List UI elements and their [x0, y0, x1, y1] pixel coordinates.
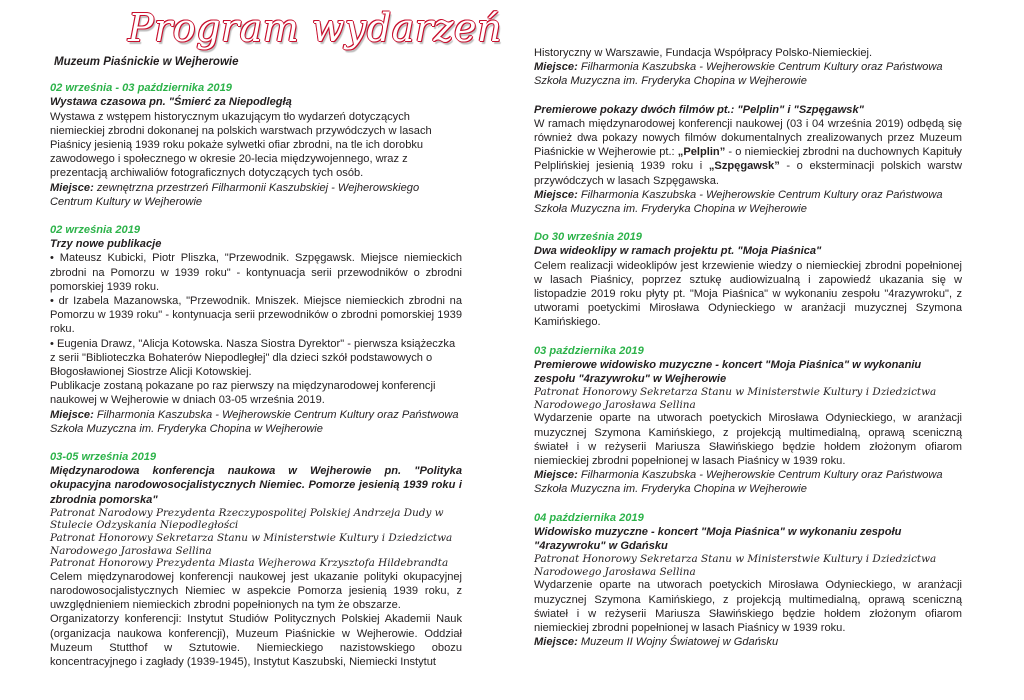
event-date: 02 września - 03 października 2019 — [50, 82, 232, 95]
location-label: Miejsce: — [534, 636, 578, 649]
event-exhibition — [50, 81, 462, 209]
event-videoclips — [534, 230, 962, 329]
event-conference-continued — [534, 46, 962, 89]
patronage-note: Patronat Narodowy Prezydenta Rzeczypospolitej Polskiej Andrzeja Dudy w Stulecie Odzyskania Niepodległości — [50, 506, 444, 532]
patronage-note: Patronat Honorowy Sekretarza Stanu w Ministerstwie Kultury i Dziedzictwa Narodowego Jarosława Sellina — [50, 532, 453, 557]
event-location — [50, 408, 462, 436]
event-title: Międzynarodowa konferencja naukowa w Wejherowie pn. "Polityka okupacyjna narodowosocjalistycznych Niemiec. Pomorze jesienią 1939 roku i zbrodnia pomorska" — [50, 465, 462, 506]
event-title: Widowisko muzyczne - koncert "Moja Piaśnica" w wykonaniu zespołu "4razywroku" w Gdańsku — [534, 525, 902, 553]
event-location — [534, 468, 962, 496]
event-location — [50, 181, 462, 209]
event-organizers: Organizatorzy konferencji: Instytut Studiów Politycznych Polskiej Akademii Nauk (organizacja naukowa konferencji), Muzeum Piaśnickie w Wejherowie. Oddział Muzeum Stutthof w Sztutowie. Niemieckiego nazistowskiego obozu koncentracyjnego i zagłady (1939-1945), Instytut Kaszubski, Niemiecki Instytut — [50, 613, 462, 669]
patronage-note: Patronat Honorowy Sekretarza Stanu w Ministerstwie Kultury i Dziedzictwa Narodowego Jarosława Sellina — [534, 553, 937, 578]
location-label: Miejsce: — [534, 188, 578, 201]
film-title: „Pelplin” — [677, 146, 726, 159]
location-text: Filharmonia Kaszubska - Wejherowskie Centrum Kultury oraz Państwowa Szkoła Muzyczna im. Fryderyka Chopina w Wejherowie — [534, 61, 943, 88]
event-body: Publikacje zostaną pokazane po raz pierwszy na międzynarodowej konferencji naukowej w Wejherowie w dniach 03-05 września 2019. — [50, 380, 436, 407]
event-date: 03 października 2019 — [534, 344, 644, 357]
event-date: 03-05 września 2019 — [50, 451, 157, 464]
event-location — [534, 60, 962, 88]
patronage-note: Patronat Honorowy Sekretarza Stanu w Ministerstwie Kultury i Dziedzictwa Narodowego Jarosława Sellina — [534, 386, 937, 411]
event-concert-wejherowo — [534, 344, 962, 497]
event-organizers-continued: Historyczny w Warszawie, Fundacja Współpracy Polsko-Niemieckiej. — [534, 47, 873, 59]
location-text: zewnętrzna przestrzeń Filharmonii Kaszubskiej - Wejherowskiego Centrum Kultury w Wejherowie — [50, 181, 420, 208]
event-title: Dwa wideoklipy w ramach projektu pt. "Moja Piaśnica" — [534, 245, 822, 258]
event-body: Wydarzenie oparte na utworach poetyckich Mirosława Odynieckiego, w aranżacji muzycznej Szymona Kamińskiego, z projekcją multimedialną, oprawą sceniczną świateł i w reżyserii Mariusza Sławińskiego będzie hołdem złożonym ofiarom niemieckiej zbrodni popełnionej w lasach Piaśnicy w 1939 roku. — [534, 579, 962, 635]
event-location — [534, 188, 962, 216]
event-date: Do 30 września 2019 — [534, 231, 642, 244]
right-column — [534, 46, 962, 649]
event-date: 02 września 2019 — [50, 224, 141, 237]
publication-item: • Eugenia Drawz, "Alicja Kotowska. Nasza Siostra Dyrektor" - pierwsza książeczka z serii "Biblioteczka Bohaterów Niepodległej" dla dzieci szkół podstawowych o Błogosławionej Siostrze Alicji Kotowskiej. — [50, 337, 456, 379]
body-text: - o eksterminacji polskich warstw przywódczych w lasach Szpęgawska. — [534, 160, 962, 187]
event-title: Wystawa czasowa pn. "Śmierć za Niepodległą — [50, 96, 292, 109]
film-title: „Szpęgawsk” — [708, 160, 780, 173]
event-body: Wystawa z wstępem historycznym ukazującym tło wydarzeń dotyczących niemieckiej zbrodni dokonanej na polskich warstwach przywódczych w lasach Piaśnicy jesienią 1939 roku pokaże sylwetki ofiar zbrodni, na tle ich dorobku zawodowego i społecznego w okresie 20-lecia międzywojennego, wraz z prezentacją archiwaliów fotograficznych dotyczących tych osób. — [50, 110, 432, 180]
location-label: Miejsce: — [50, 181, 94, 194]
event-title: Premierowe pokazy dwóch filmów pt.: "Pelplin" i "Szpęgawsk" — [534, 103, 864, 116]
publication-item: • Mateusz Kubicki, Piotr Pliszka, "Przewodnik. Szpęgawsk. Miejsce niemieckich zbrodni na Pomorzu w 1939 roku" - kontynuacja serii przewodników o zbrodni pomorskiej 1939 roku. — [50, 252, 462, 293]
event-body — [534, 117, 962, 188]
event-conference — [50, 450, 462, 669]
body-text: - o niemieckiej zbrodni na duchownych Kapituły Pelplińskiej jesienią 1939 roku i — [534, 146, 962, 173]
location-text: Filharmonia Kaszubska - Wejherowskie Centrum Kultury oraz Państwowa Szkoła Muzyczna im. Fryderyka Chopina w Wejherowie — [534, 469, 943, 496]
location-label: Miejsce: — [534, 61, 578, 74]
event-title: Trzy nowe publikacje — [50, 238, 162, 251]
publication-item: • dr Izabela Mazanowska, "Przewodnik. Mniszek. Miejsce niemieckich zbrodni na Pomorzu w 1939 roku" - kontynuacja serii przewodników o zbrodni pomorskiej 1939 roku. — [50, 295, 462, 336]
event-body: Celem realizacji wideoklipów jest krzewienie wiedzy o niemieckiej zbrodni popełnionej w lasach Piaśnicy, poprzez sztukę audiowizualną i zapowiedź ukazania się w listopadzie 2019 roku płyty pt. "Moja Piaśnica" w wykonaniu zespołu "4razywroku", z utworami poetyckimi Mirosława Odynieckiego w aranżacji muzycznej Szymona Kamińskiego. — [534, 259, 962, 329]
event-title: Premierowe widowisko muzyczne - koncert "Moja Piaśnica" w wykonaniu zespołu "4razywroku" w Wejherowie — [534, 358, 922, 386]
event-films — [534, 103, 962, 217]
event-location — [534, 635, 962, 649]
left-column — [50, 55, 462, 669]
location-label: Miejsce: — [534, 469, 578, 482]
location-text: Filharmonia Kaszubska - Wejherowskie Centrum Kultury oraz Państwowa Szkoła Muzyczna im. Fryderyka Chopina w Wejherowie — [50, 408, 459, 435]
event-publications — [50, 223, 462, 436]
patronage-note: Patronat Honorowy Prezydenta Miasta Wejherowa Krzysztofa Hildebrandta — [50, 557, 449, 570]
location-label: Miejsce: — [50, 408, 94, 421]
event-body: Celem międzynarodowej konferencji naukowej jest ukazanie polityki okupacyjnej narodowosocjalistycznych Niemiec w aspekcie Pomorza jesienią 1939 roku, z uwzględnieniem niemieckich zbrodni popełnionych na tym że obszarze. — [50, 570, 462, 612]
event-concert-gdansk — [534, 511, 962, 650]
museum-name: Muzeum Piaśnickie w Wejherowie — [54, 56, 239, 68]
location-text: Filharmonia Kaszubska - Wejherowskie Centrum Kultury oraz Państwowa Szkoła Muzyczna im. Fryderyka Chopina w Wejherowie — [534, 188, 943, 216]
event-body: Wydarzenie oparte na utworach poetyckich Mirosława Odynieckiego, w aranżacji muzycznej Szymona Kamińskiego, z projekcją multimedialną, oprawą sceniczną świateł i w reżyserii Mariusza Sławińskiego będzie hołdem złożonym ofiarom niemieckiej zbrodni popełnionej w lasach Piaśnicy w 1939 roku. — [534, 412, 962, 468]
page-title: Program wydarzeń — [128, 6, 502, 50]
body-text: W ramach międzynarodowej konferencji naukowej (03 i 04 września 2019) odbędą się również dwa pokazy nowych filmów dokumentalnych zrealizowanych przez Muzeum Piaśnickie w Wejherowie pt.: — [534, 117, 962, 159]
event-date: 04 października 2019 — [534, 511, 644, 524]
location-text: Muzeum II Wojny Światowej w Gdańsku — [577, 636, 779, 649]
